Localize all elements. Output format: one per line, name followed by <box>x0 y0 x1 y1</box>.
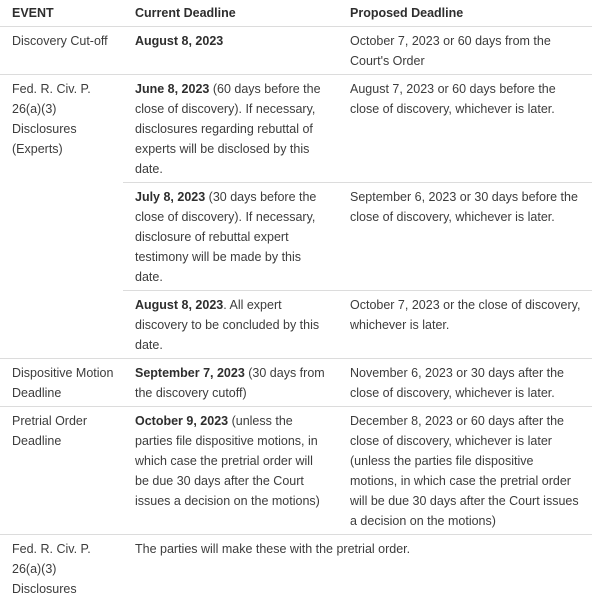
event-cell: Pretrial Order Deadline <box>0 407 123 535</box>
deadline-date: June 8, 2023 <box>135 82 210 96</box>
table-row <box>0 407 592 535</box>
table-row <box>0 27 592 75</box>
proposed-deadline-cell: September 6, 2023 or 30 days before the close of discovery, whichever is later. <box>338 183 592 291</box>
deadline-note: (unless the parties file dispositive motions, in which case the pretrial order will be due 30 days after the Court issues a decision on the motions) <box>135 414 320 508</box>
event-cell: Fed. R. Civ. P. 26(a)(3) Disclosures <box>12 542 91 596</box>
deadline-note: (30 days from the discovery cutoff) <box>135 366 325 400</box>
header-current-deadline: Current Deadline <box>123 0 338 27</box>
deadline-date: July 8, 2023 <box>135 190 206 204</box>
deadline-note: (30 days before the close of discovery). If necessary, disclosure of rebuttal expert testimony will be made by this date. <box>135 190 317 284</box>
deadline-date: October 9, 2023 <box>135 414 229 428</box>
current-deadline-cell <box>123 291 338 359</box>
table-row <box>0 535 592 603</box>
header-proposed-deadline: Proposed Deadline <box>338 0 592 27</box>
deadline-date: September 7, 2023 <box>135 366 245 380</box>
merged-deadline-cell: The parties will make these with the pretrial order. <box>135 542 411 556</box>
proposed-deadline-cell: October 7, 2023 or 60 days from the Court's Order <box>338 27 592 75</box>
proposed-deadline-cell: December 8, 2023 or 60 days after the close of discovery, whichever is later (unless the parties file dispositive motions, in which case the pretrial order will be due 30 days after the Court issues a decision on the motions) <box>338 407 592 535</box>
header-row <box>0 0 592 27</box>
proposed-deadline-cell: October 7, 2023 or the close of discovery, whichever is later. <box>338 291 592 359</box>
current-deadline-cell <box>123 407 338 535</box>
table-row <box>0 75 592 183</box>
table-row <box>0 359 592 407</box>
current-deadline-cell <box>123 359 338 407</box>
current-deadline-cell <box>123 75 338 183</box>
deadline-date: August 8, 2023 <box>135 298 224 312</box>
deadline-note: . All expert discovery to be concluded by this date. <box>135 298 320 352</box>
proposed-deadline-cell: August 7, 2023 or 60 days before the close of discovery, whichever is later. <box>338 75 592 183</box>
proposed-deadline-cell: November 6, 2023 or 30 days after the close of discovery, whichever is later. <box>338 359 592 407</box>
event-cell: Discovery Cut-off <box>0 27 123 75</box>
event-cell: Fed. R. Civ. P. 26(a)(3) Disclosures (Experts) <box>0 75 123 359</box>
deadline-note: (60 days before the close of discovery). If necessary, disclosures regarding rebuttal of experts will be disclosed by this date. <box>135 82 321 176</box>
deadline-date: August 8, 2023 <box>135 34 224 48</box>
current-deadline-cell <box>123 183 338 291</box>
header-event: EVENT <box>0 0 123 27</box>
event-cell: Dispositive Motion Deadline <box>0 359 123 407</box>
current-deadline-cell <box>123 27 338 75</box>
